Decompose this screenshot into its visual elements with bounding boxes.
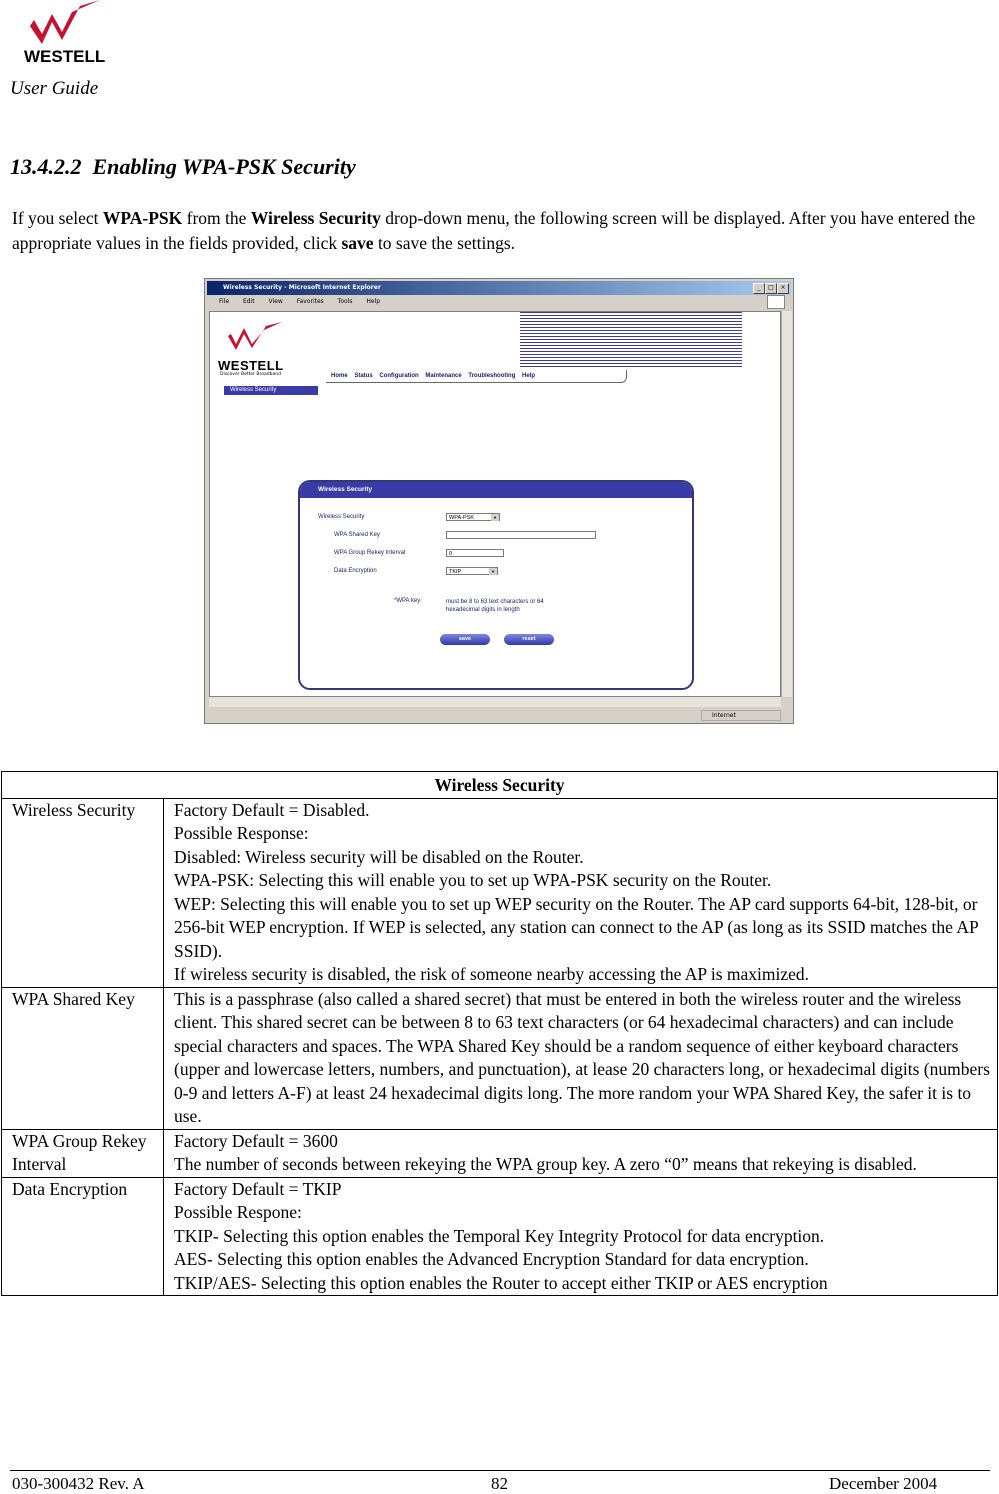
shared-key-input[interactable]	[446, 531, 596, 539]
intro-paragraph	[12, 206, 992, 256]
description-line: Factory Default = Disabled.	[174, 799, 370, 820]
nav-home[interactable]: Home	[331, 373, 348, 379]
row-name: Wireless Security	[2, 798, 164, 987]
page-number: 82	[491, 1474, 508, 1493]
security-select-value: WPA-PSK	[449, 515, 474, 521]
chevron-down-icon: ▼	[489, 568, 497, 575]
row-description	[164, 1177, 998, 1296]
table-row	[2, 798, 998, 987]
section-heading	[10, 154, 356, 180]
browser-screenshot	[204, 278, 794, 724]
running-header: User Guide	[10, 78, 99, 99]
panel-title: Wireless Security	[300, 482, 694, 498]
nav-help[interactable]: Help	[522, 373, 536, 379]
shared-key-label: WPA Shared Key	[334, 532, 380, 538]
table-row	[2, 987, 998, 1129]
menu-view[interactable]: View	[268, 298, 283, 305]
encryption-label: Data Encryption	[334, 568, 377, 574]
page-tagline: Discover Better Broadband	[220, 372, 281, 377]
section-number: 13.4.2.2	[10, 154, 82, 179]
description-line: WPA-PSK: Selecting this will enable you to set up WPA-PSK security on the Router.	[174, 870, 772, 890]
table-row	[2, 1129, 998, 1177]
row-description	[164, 1129, 998, 1177]
intro-text: from the	[182, 208, 251, 228]
description-line: If wireless security is disabled, the risk of someone nearby accessing the AP is maximized.	[174, 964, 810, 984]
description-line: The number of seconds between rekeying the WPA group key. A zero “0” means that rekeying is disabled.	[174, 1154, 917, 1174]
window-title: Wireless Security - Microsoft Internet Explorer	[223, 284, 381, 291]
description-line: AES- Selecting this option enables the Advanced Encryption Standard for data encryption.	[174, 1249, 809, 1269]
wpa-note-text: must be 8 to 63 text characters or 64 hexadecimal digits in length	[446, 599, 544, 613]
intro-bold: Wireless Security	[250, 208, 381, 228]
table-row	[2, 1177, 998, 1296]
nav-troubleshooting[interactable]: Troubleshooting	[468, 373, 516, 379]
menu-edit[interactable]: Edit	[242, 298, 255, 305]
save-button[interactable]: save	[440, 634, 490, 645]
footer-divider	[10, 1470, 990, 1471]
web-page	[209, 311, 781, 697]
header-stripes	[520, 312, 742, 368]
nav-configuration[interactable]: Configuration	[379, 373, 419, 379]
description-line: Possible Response:	[174, 823, 309, 843]
nav-status[interactable]: Status	[354, 373, 373, 379]
menu-help[interactable]: Help	[366, 298, 381, 305]
window-titlebar	[207, 281, 791, 295]
intro-text: to save the settings.	[373, 233, 515, 253]
intro-text: If you select	[12, 208, 103, 228]
minimize-icon[interactable]: _	[753, 283, 765, 294]
westell-logo	[10, 0, 130, 70]
row-description	[164, 798, 998, 987]
description-line: Disabled: Wireless security will be disabled on the Router.	[174, 846, 584, 867]
description-line: Factory Default = TKIP	[174, 1178, 342, 1199]
security-label: Wireless Security	[318, 514, 365, 520]
wireless-security-table	[1, 771, 998, 1296]
rekey-input[interactable]: 0	[446, 549, 504, 557]
intro-bold: save	[341, 233, 374, 253]
vertical-scrollbar[interactable]	[781, 311, 792, 697]
intro-text: drop-down menu, the following screen will be displayed. After you have entered the appropriate values in the fields provided, click	[12, 208, 976, 253]
maximize-icon[interactable]: □	[765, 283, 777, 294]
description-line: TKIP/AES- Selecting this option enables the Router to accept either TKIP or AES encryption	[174, 1272, 828, 1293]
logo-wordmark: WESTELL	[24, 47, 106, 66]
reset-button[interactable]: reset	[504, 634, 554, 645]
row-name: WPA Group Rekey Interval	[2, 1129, 164, 1177]
close-icon[interactable]: ×	[777, 283, 789, 294]
menu-favorites[interactable]: Favorites	[296, 298, 324, 305]
section-tab: Wireless Security	[224, 386, 318, 395]
zone-indicator: Internet	[701, 710, 781, 721]
row-description	[164, 987, 998, 1129]
chevron-down-icon: ▼	[491, 514, 499, 521]
description-line: WEP: Selecting this will enable you to set up WEP security on the Router. The AP card supports 64-bit, 128-bit, or 256-bit WEP encryption. If WEP is selected, any station can connect to the AP (as long as its SSID matches the AP SSID).	[174, 893, 979, 961]
description-line: Factory Default = 3600	[174, 1130, 338, 1151]
browser-statusbar	[207, 709, 791, 722]
section-title-text: Enabling WPA-PSK Security	[92, 154, 356, 179]
encryption-select-value: TKIP	[449, 569, 462, 575]
intro-bold: WPA-PSK	[102, 208, 183, 228]
router-nav	[326, 370, 627, 383]
nav-maintenance[interactable]: Maintenance	[425, 373, 462, 379]
description-line: Possible Respone:	[174, 1202, 302, 1222]
table-header: Wireless Security	[2, 772, 998, 799]
description-line: TKIP- Selecting this option enables the Temporal Key Integrity Protocol for data encryption.	[174, 1225, 825, 1246]
horizontal-scrollbar[interactable]	[209, 697, 781, 707]
menu-file[interactable]: File	[219, 298, 230, 305]
windows-flag-icon	[767, 295, 785, 309]
table-header-row	[2, 772, 998, 799]
doc-date: December 2004	[829, 1474, 938, 1493]
row-name: Data Encryption	[2, 1177, 164, 1296]
security-select[interactable]	[446, 513, 500, 521]
encryption-select[interactable]	[446, 567, 498, 575]
wpa-note-label: *WPA key:	[394, 598, 422, 604]
rekey-label: WPA Group Rekey Interval	[334, 550, 406, 556]
menu-tools[interactable]: Tools	[337, 298, 353, 305]
westell-swoosh-icon	[218, 322, 298, 356]
browser-menubar	[207, 295, 791, 309]
description-line: This is a passphrase (also called a shared secret) that must be entered in both the wireless router and the wireless client. This shared secret can be between 8 to 63 text characters (or 64 hexadecimal characters) and can include special characters and spaces. The WPA Shared Key should be a random sequence of either keyboard characters (upper and lowercase letters, numbers, and punctuation), at lease 20 characters long, or hexadecimal digits (numbers 0-9 and letters A-F) at least 24 hexadecimal digits long. The more random your WPA Shared Key, the safer it is to use.	[174, 988, 990, 1126]
doc-number: 030-300432 Rev. A	[12, 1474, 145, 1493]
wireless-security-panel	[298, 480, 694, 690]
page-logo-text: WESTELL	[218, 358, 284, 373]
row-name: WPA Shared Key	[2, 987, 164, 1129]
